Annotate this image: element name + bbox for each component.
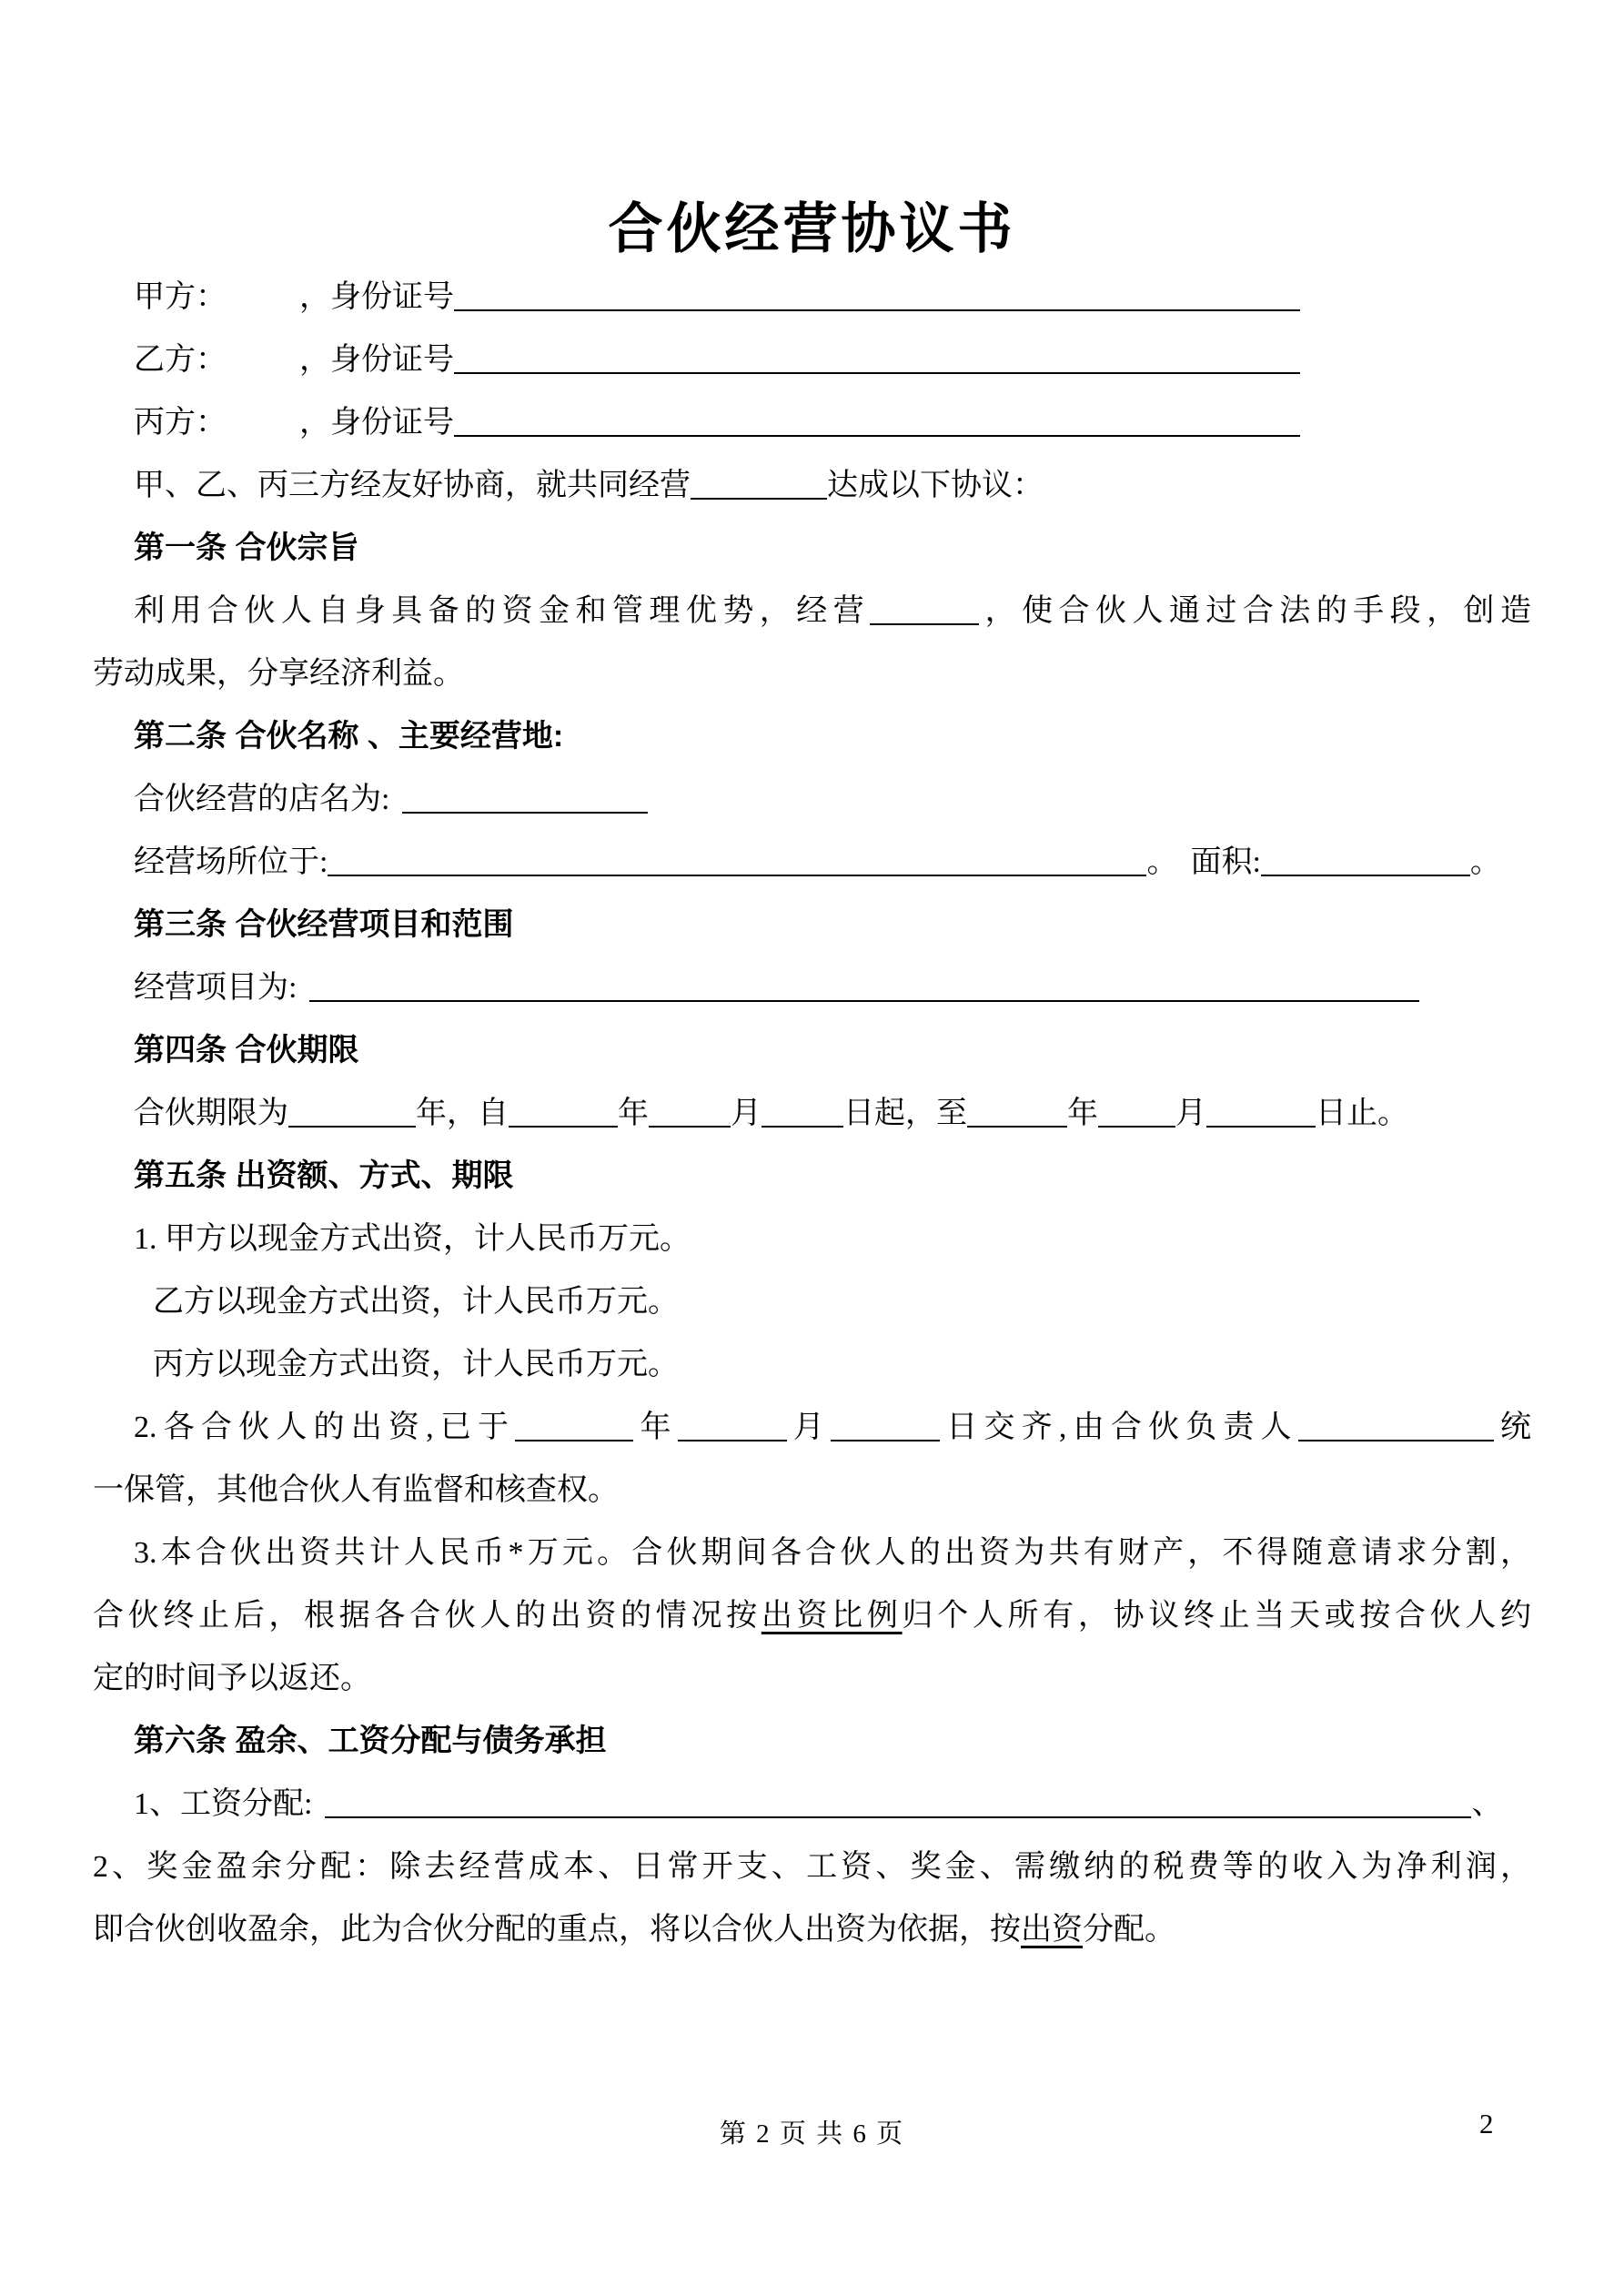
term-text: 日起，至 <box>843 1097 967 1130</box>
bonus-line2 <box>93 1898 1531 1961</box>
store-name-label: 合伙经营的店名为: <box>134 783 390 816</box>
bonus-line1: 2、奖金盈余分配：除去经营成本、日常开支、工资、奖金、需缴纳的税费等的收入为净利润， <box>93 1850 1531 1884</box>
term-text: 年 <box>1067 1097 1098 1130</box>
paid-day-blank <box>831 1409 940 1441</box>
capital-item2-text: 月 <box>786 1411 832 1444</box>
section1-heading: 第一条 合伙宗旨 <box>134 531 359 565</box>
capital-item3-line1: 3.本合伙出资共计人民币*万元。合伙期间各合伙人的出资为共有财产，不得随意请求分割， <box>134 1536 1531 1570</box>
party-row-jiafang <box>93 266 1531 329</box>
capital-ratio-underlined: 出资比例 <box>761 1599 903 1633</box>
section3-heading: 第三条 合伙经营项目和范围 <box>134 907 514 942</box>
party-id-label: ，身份证号 <box>299 280 454 314</box>
term-text: 月 <box>1175 1097 1206 1130</box>
capital-item2-line1 <box>93 1396 1531 1459</box>
location-blank <box>328 844 1146 876</box>
start-year-blank <box>509 1095 618 1128</box>
capital-item2-text: 2.各合伙人的出资,已于 <box>134 1411 516 1444</box>
capital-item2-text: 年 <box>633 1411 678 1444</box>
capital-item-bingfang: 丙方以现金方式出资，计人民币万元。 <box>153 1348 679 1381</box>
project-blank <box>309 969 1419 1002</box>
location-period: 。 <box>1146 845 1178 879</box>
area-period: 。 <box>1469 845 1501 879</box>
capital-item3-line2 <box>93 1584 1531 1647</box>
intro-line <box>93 454 1531 517</box>
location-label: 经营场所位于: <box>134 845 328 879</box>
section1-body-line1 <box>93 580 1531 642</box>
term-text: 年 <box>618 1097 649 1130</box>
term-text: 合伙期限为 <box>134 1097 288 1130</box>
id-number-blank <box>454 404 1300 437</box>
id-number-blank <box>454 278 1300 311</box>
party-label: 丙方： <box>134 406 227 440</box>
bonus-text: 即合伙创收盈余，此为合伙分配的重点，将以合伙人出资为依据，按 <box>93 1913 1021 1947</box>
section5-heading: 第五条 出资额、方式、期限 <box>134 1158 514 1193</box>
capital-item-yifang: 乙方以现金方式出资，计人民币万元。 <box>153 1285 679 1319</box>
section1-body-line2: 劳动成果，分享经济利益。 <box>93 657 464 691</box>
capital-item2-line2: 一保管，其他合伙人有监督和核查权。 <box>93 1473 619 1507</box>
store-name-blank <box>402 781 648 814</box>
capital-item3-line3: 定的时间予以返还。 <box>93 1662 371 1695</box>
capital-item3-text: 归个人所有，协议终止当天或按合伙人约 <box>902 1599 1532 1633</box>
party-id-label: ，身份证号 <box>299 343 454 377</box>
section4-heading: 第四条 合伙期限 <box>134 1033 359 1067</box>
section2-heading: 第二条 合伙名称 、主要经营地: <box>134 719 564 754</box>
store-name-line <box>93 768 1531 831</box>
intro-tail: 达成以下协议： <box>827 469 1044 502</box>
bonus-capital-underlined: 出资 <box>1021 1913 1083 1947</box>
start-day-blank <box>762 1095 843 1128</box>
paid-month-blank <box>678 1409 787 1441</box>
paid-year-blank <box>515 1409 633 1441</box>
term-line <box>93 1082 1531 1145</box>
end-month-blank <box>1098 1095 1175 1128</box>
start-month-blank <box>649 1095 731 1128</box>
salary-line <box>93 1773 1531 1836</box>
capital-item-jiafang: 1. 甲方以现金方式出资，计人民币万元。 <box>134 1222 691 1256</box>
term-text: 日止。 <box>1316 1097 1408 1130</box>
end-day-blank <box>1206 1095 1316 1128</box>
page-footer-info: 第 2 页 共 6 页 <box>719 2119 905 2149</box>
salary-tail: 、 <box>1471 1787 1503 1821</box>
term-years-blank <box>288 1095 416 1128</box>
area-blank <box>1261 844 1470 876</box>
party-row-bingfang <box>93 391 1531 454</box>
capital-item3-text: 合伙终止后，根据各合伙人的出资的情况按 <box>93 1599 762 1633</box>
section1-tail: ，使合伙人通过合法的手段，创造 <box>979 594 1532 628</box>
party-id-label: ，身份证号 <box>299 406 454 440</box>
section1-lead: 利用合伙人自身具备的资金和管理优势，经营 <box>134 594 871 628</box>
term-text: 年，自 <box>416 1097 509 1130</box>
operation-blank <box>870 592 979 625</box>
location-line <box>93 831 1531 894</box>
party-row-yifang <box>93 329 1531 391</box>
page-number: 2 <box>1479 2108 1494 2139</box>
project-line <box>93 956 1531 1019</box>
intro-lead: 甲、乙、丙三方经友好协商，就共同经营 <box>134 469 691 502</box>
salary-blank <box>325 1785 1471 1818</box>
document-title: 合伙经营协议书 <box>608 199 1016 259</box>
business-name-blank <box>691 467 827 500</box>
term-text: 月 <box>731 1097 762 1130</box>
area-label: 面积: <box>1190 845 1261 879</box>
project-label: 经营项目为: <box>134 971 298 1005</box>
capital-item2-text: 统 <box>1493 1411 1532 1444</box>
end-year-blank <box>967 1095 1067 1128</box>
party-label: 乙方： <box>134 343 227 377</box>
capital-item2-text: 日交齐,由合伙负责人 <box>940 1411 1298 1444</box>
id-number-blank <box>454 341 1300 374</box>
party-label: 甲方： <box>134 280 227 314</box>
salary-label: 1、工资分配: <box>134 1787 313 1821</box>
bonus-text: 分配。 <box>1083 1913 1175 1947</box>
custodian-blank <box>1298 1409 1494 1441</box>
section6-heading: 第六条 盈余、工资分配与债务承担 <box>134 1724 607 1758</box>
